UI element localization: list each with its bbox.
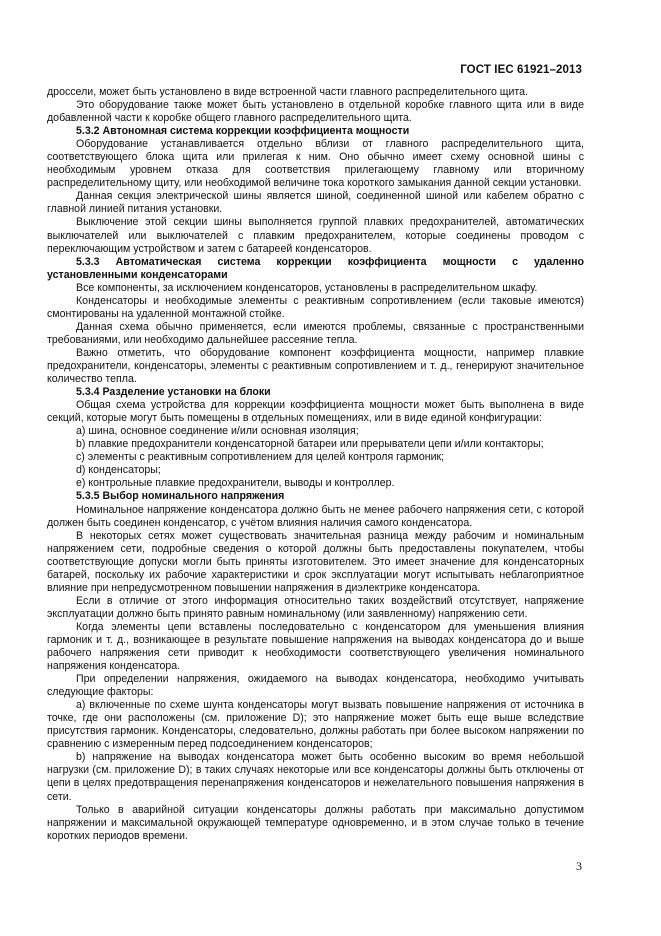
paragraph: дроссели, может быть установлено в виде встроенной части главного распределительного щита. — [47, 86, 528, 98]
paragraph: Это оборудование также может быть установлено в отдельной коробке главного щита или в виде добавленной части к коробке общего главного распределительного щита. — [47, 99, 584, 125]
paragraph: Выключение этой секции шины выполняется группой плавких предохранителей, автоматических выключателей или выключателей с плавким предохранителем, которые соединены проводом с переключающим устройством и затем с батареей конденсаторов. — [47, 216, 584, 255]
paragraph: а) шина, основное соединение и/или основная изоляция; — [76, 425, 359, 438]
paragraph: При определении напряжения, ожидаемого на выводах конденсатора, необходимо учитывать следующие факторы: — [47, 673, 584, 699]
paragraph: b) напряжение на выводах конденсатора может быть особенно высоким во время небольшой нагрузки (см. приложение D); в таких случаях некоторые или все конденсаторы должны быть отключены от цепи в целях предотвращения перенапряжения конденсаторов и нежелательного повышения напряжения в сети. — [47, 751, 584, 803]
document-code-header: ГОСТ IEC 61921–2013 — [460, 64, 582, 76]
document-body — [47, 86, 584, 843]
paragraph: d) конденсаторы; — [76, 464, 161, 477]
paragraph: Номинальное напряжение конденсатора должно быть не менее рабочего напряжения сети, с которой должен быть соединен конденсатор, с учётом влияния наличия самого конденсатора. — [47, 503, 584, 529]
paragraph: Конденсаторы и необходимые элементы с реактивным сопротивлением (если таковые имеются) смонтированы на удаленной монтажной стойке. — [47, 294, 584, 320]
paragraph: Только в аварийной ситуации конденсаторы должны работать при максимально допустимом напряжении и максимальной окружающей температуре одновременно, и в этом случае только в течение коротких периодов времени. — [47, 803, 584, 842]
section-heading: 5.3.2 Автономная система коррекции коэффициента мощности — [76, 125, 410, 138]
paragraph: В некоторых сетях может существовать значительная разница между рабочим и номинальным напряжением сети, подробные сведения о которой должны быть предоставлены покупателем, чтобы соответствующие допуски могли быть приняты изготовителем. Это имеет значение для конденсаторных батарей, поскольку их рабочие характеристики и срок эксплуатации могут испытывать неблагоприятное влияние при непредусмотренном повышении напряжения в диэлектрике конденсатора. — [47, 529, 584, 594]
section-heading: 5.3.4 Разделение установки на блоки — [76, 386, 271, 399]
paragraph: b) плавкие предохранители конденсаторной батареи или прерыватели цепи и/или контакторы; — [76, 438, 544, 451]
paragraph: Общая схема устройства для коррекции коэффициента мощности может быть выполнена в виде секций, которые могут быть помещены в отдельных помещениях, или в виде единой конфигурации: — [47, 399, 584, 425]
paragraph: Если в отличие от этого информация относительно таких воздействий отсутствует, напряжение эксплуатации должно быть принято равным номинальному (или заявленному) напряжению сети. — [47, 594, 584, 620]
paragraph: Когда элементы цепи вставлены последовательно с конденсатором для уменьшения влияния гармоник и т. д., возникающее в результате повышение напряжения на выводах конденсатора до и выше рабочего напряжения сети приводит к необходимости соответствующего увеличения номинального напряжения конденсатора. — [47, 620, 584, 673]
section-heading: 5.3.5 Выбор номинального напряжения — [76, 490, 285, 503]
paragraph: Оборудование устанавливается отдельно вблизи от главного распределительного щита, соответствующего блока щита или прилегая к ним. Оно обычно имеет схему основной шины с необходимым уровнем отказа для соответствия прилегающему главному или вторичному распределительному щиту, или необходимой величине тока короткого замыкания данной секции установки. — [47, 138, 584, 190]
paragraph: Данная секция электрической шины является шиной, соединенной шиной или кабелем обратно с главной линией питания установки. — [47, 190, 584, 216]
paragraph: Данная схема обычно применяется, если имеются проблемы, связанные с пространственными требованиями, или необходимо дальнейшее рассеяние тепла. — [47, 320, 584, 346]
paragraph: Важно отметить, что оборудование компонент коэффициента мощности, например плавкие предохранители, конденсаторы, элементы с реактивным сопротивлением и т. д., генерируют значительное количество тепла. — [47, 346, 584, 386]
section-heading: 5.3.3 Автоматическая система коррекции коэффициента мощности с удаленно установленными конденсаторами — [47, 255, 584, 281]
paragraph: а) включенные по схеме шунта конденсаторы могут вызвать повышение напряжения от источника в точке, где они расположены (см. приложение D); это напряжение может быть еще выше вследствие присутствия гармоник. Конденсаторы, следовательно, должны работать при более высоком напряжении по сравнению с измеренным перед подсоединением конденсаторов; — [47, 699, 584, 751]
paragraph: е) контрольные плавкие предохранители, выводы и контроллер. — [76, 477, 395, 490]
page-number: 3 — [576, 859, 582, 873]
paragraph: с) элементы с реактивным сопротивлением для целей контроля гармоник; — [76, 451, 445, 464]
paragraph: Все компоненты, за исключением конденсаторов, установлены в распределительном шкафу. — [76, 281, 538, 294]
